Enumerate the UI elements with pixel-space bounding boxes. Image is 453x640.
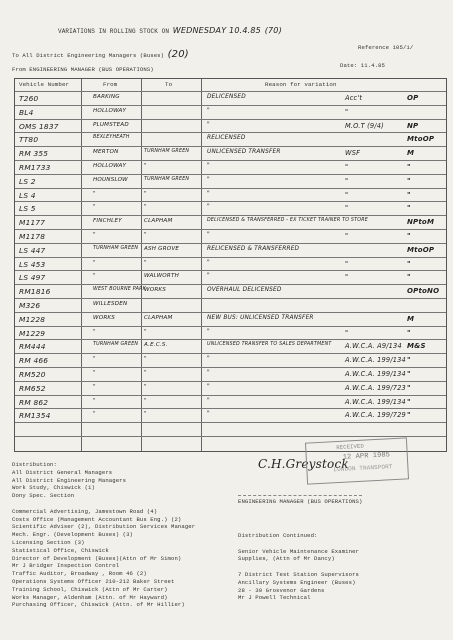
category-code: " <box>407 232 411 240</box>
document-date: Date: 11.4.85 <box>340 62 385 69</box>
distribution-continued-lines <box>238 540 359 602</box>
vehicle-number: OMS 1837 <box>19 121 59 131</box>
variation-reason: RELICENSED <box>207 135 246 142</box>
distribution-item: Commercial Advertising, Jamestown Road (4) <box>12 507 158 515</box>
distribution-item: Supplies, (Attn of Mr Dancy) <box>238 555 335 563</box>
variation-reason: UNLICENSED TRANSFER TO SALES DEPARTMENT <box>207 342 332 348</box>
variation-code: " <box>345 190 349 199</box>
from-depot: " <box>93 356 96 363</box>
distribution-item: Statistical Office, Chiswick <box>12 546 109 554</box>
variation-reason: UNLICENSED TRANSFER <box>207 149 281 156</box>
variation-code: Acc't <box>345 94 363 102</box>
vehicle-number: M1178 <box>19 232 46 241</box>
from-depot: MERTON <box>93 149 119 156</box>
to-depot: " <box>144 370 147 376</box>
from-depot: " <box>93 190 96 197</box>
variation-code: A.W.C.A. 199/134 <box>345 370 406 378</box>
category-code: " <box>407 328 411 337</box>
distribution-item: Senior Vehicle Maintenance Examiner <box>238 547 359 555</box>
distribution-item: All District Engineering Managers <box>12 476 127 484</box>
category-code: OP <box>407 94 419 102</box>
variation-code: " <box>345 328 349 337</box>
to-depot: TURNHAM GREEN <box>144 176 190 182</box>
to-depot: " <box>144 356 147 363</box>
from-depot: WORKS <box>93 314 116 321</box>
to-depot: WORKS <box>144 287 167 294</box>
vehicle-number: RM520 <box>19 370 46 379</box>
vehicle-number: RM444 <box>19 342 46 352</box>
variation-reason: " <box>207 204 210 211</box>
category-code: NP <box>407 121 419 130</box>
variation-code: " <box>345 273 349 282</box>
distribution-item: Mech. Engr. (Development Buses) (3) <box>12 531 133 539</box>
category-code: " <box>407 259 411 268</box>
from-depot: " <box>93 259 96 266</box>
category-code: " <box>407 411 411 420</box>
vehicle-number: LS 5 <box>19 204 36 214</box>
variation-reason: " <box>207 383 210 390</box>
to-depot: " <box>144 397 147 404</box>
from-depot: WEST BOURNE PARK <box>93 287 146 293</box>
distribution-item: Scientific Adviser (2), Distribution Services Manager <box>12 523 196 531</box>
header-from: From <box>103 81 118 88</box>
variation-reason: DELICENSED <box>207 94 246 100</box>
variation-reason: " <box>207 273 210 280</box>
to-depot: CLAPHAM <box>144 218 173 225</box>
variation-reason: " <box>207 163 210 169</box>
distribution-item: 7 District Test Station Supervisors <box>238 570 359 578</box>
header-to: To <box>165 81 173 88</box>
variation-code: " <box>345 259 349 268</box>
category-code: " <box>407 163 411 171</box>
to-depot: CLAPHAM <box>144 314 173 321</box>
header-vehicle: Vehicle Number <box>19 81 70 88</box>
variation-code: A.W.C.A. 199/729 <box>345 411 406 420</box>
from-depot: " <box>93 273 96 280</box>
variation-reason: " <box>207 259 210 266</box>
from-depot: PLUMSTEAD <box>93 121 129 128</box>
from-depot: " <box>93 328 96 335</box>
from-depot: HOUNSLOW <box>93 176 128 183</box>
variation-reason: " <box>207 176 210 183</box>
from-depot: TURNHAM GREEN <box>93 342 139 348</box>
variation-code: A.W.C.A. 199/723 <box>345 383 406 392</box>
from-depot: TURNHAM GREEN <box>93 245 139 251</box>
variations-table <box>14 78 447 452</box>
variation-code: A.W.C.A. 199/134 <box>345 356 406 365</box>
distribution-item: Purchasing Officer, Chiswick (Attn. of Mr Hillier) <box>12 601 185 609</box>
distribution-item: Ancillary Systems Engineer (Buses) <box>238 578 356 586</box>
vehicle-number: RM 466 <box>19 356 49 366</box>
stamp-org: LONDON TRANSPORT <box>333 463 393 474</box>
distribution-item: Licensing Section (3) <box>12 538 85 546</box>
distribution-item: Dony Spec. Section <box>12 492 75 500</box>
variation-code: " <box>345 163 349 171</box>
to-depot: " <box>144 163 147 169</box>
distribution-item <box>238 540 359 548</box>
variation-reason: OVERHAUL DELICENSED <box>207 287 282 294</box>
distribution-item: Work Study, Chiswick (1) <box>12 484 95 492</box>
category-code: M <box>407 314 415 323</box>
to-depot: " <box>144 232 147 238</box>
category-code: " <box>407 176 411 185</box>
header-reason: Reason for variation <box>265 81 337 88</box>
variation-code: M.O.T (9/4) <box>345 121 384 130</box>
distribution-item: Traffic Auditor, Broadway , Room 46 (2) <box>12 570 147 578</box>
sender: From ENGINEERING MANAGER (BUS OPERATIONS) <box>12 66 154 73</box>
variation-reason: " <box>207 370 210 376</box>
from-depot: BEXLEYHEATH <box>93 135 130 141</box>
from-depot: HOLLOWAY <box>93 107 127 114</box>
distribution-item: Costs Office (Management Accountant Bus Eng.) (2) <box>12 515 182 523</box>
category-code: " <box>407 370 411 378</box>
variation-reason: " <box>207 356 210 363</box>
signature: C.H.Greystock <box>258 457 349 471</box>
distribution-item: All District General Managers <box>12 468 113 476</box>
distribution-item: Operations Systems Officer 210-212 Baker Street <box>12 577 175 585</box>
from-depot: HOLLOWAY <box>93 163 127 169</box>
to-depot: " <box>144 259 147 266</box>
distribution-item: 28 - 30 Grosvenor Gardens <box>238 586 325 594</box>
category-code: OPtoNO <box>407 287 440 296</box>
vehicle-number: BL4 <box>19 107 34 117</box>
category-code: " <box>407 397 411 406</box>
vehicle-number: LS 4 <box>19 190 36 200</box>
category-code: MtoOP <box>407 245 435 254</box>
variation-reason: " <box>207 328 210 335</box>
category-code: MtoOP <box>407 135 435 144</box>
reference: Reference 105/1/ <box>358 44 414 51</box>
variation-reason: " <box>207 190 210 197</box>
variation-code: " <box>345 107 349 116</box>
category-code: NPtoM <box>407 218 435 227</box>
addressee <box>12 49 189 60</box>
title-number: (70) <box>264 26 282 35</box>
category-code: " <box>407 356 411 365</box>
distribution-item <box>12 500 195 508</box>
from-depot: " <box>93 370 96 376</box>
category-code: " <box>407 204 411 213</box>
variation-code: WSF <box>345 149 361 158</box>
variation-code: " <box>345 176 349 185</box>
from-depot: BARKING <box>93 94 120 100</box>
vehicle-number: M1229 <box>19 328 46 338</box>
from-depot: " <box>93 383 96 390</box>
from-depot: FINCHLEY <box>93 218 122 225</box>
vehicle-number: RM652 <box>19 383 46 393</box>
vehicle-number: LS 497 <box>19 273 46 283</box>
distribution-item: Training School, Chiswick (Attn of Mr Carter) <box>12 585 168 593</box>
from-depot: " <box>93 411 96 418</box>
distribution-item: Works Manager, Aldenham (Attn. of Mr Hayward) <box>12 593 168 601</box>
vehicle-number: RM1816 <box>19 287 51 297</box>
vehicle-number: RM1733 <box>19 163 51 172</box>
stamp-date: 12 APR 1985 <box>342 451 391 462</box>
title-prefix: VARIATIONS IN ROLLING STOCK ON <box>58 28 170 35</box>
vehicle-number: RM 355 <box>19 149 49 159</box>
variation-reason: " <box>207 397 210 404</box>
variation-reason: " <box>207 121 210 128</box>
to-depot: A.E.C.S. <box>144 342 168 349</box>
to-depot: " <box>144 190 147 197</box>
vehicle-number: RM 862 <box>19 397 49 407</box>
variation-reason: DELICENSED & TRANSFERRED - EX TICKET TRAINER TO STORE <box>207 218 369 224</box>
from-depot: " <box>93 232 96 238</box>
distribution-item: Director of Development (Buses)(Attn of Mr Simon) <box>12 554 182 562</box>
distribution-continued-heading: Distribution Continued: <box>238 532 318 539</box>
vehicle-number: T260 <box>19 94 39 103</box>
title-date: WEDNESDAY 10.4.85 <box>172 26 261 35</box>
distribution-continued <box>238 532 359 602</box>
vehicle-number: M1177 <box>19 218 46 228</box>
distribution-heading: Distribution: <box>12 461 57 468</box>
to-depot: TURNHAM GREEN <box>144 149 190 155</box>
to-depot: " <box>144 411 147 418</box>
variation-reason: " <box>207 107 210 114</box>
variation-code: " <box>345 204 349 213</box>
vehicle-number: RM1354 <box>19 411 51 421</box>
from-depot: " <box>93 397 96 404</box>
signatory-title: ENGINEERING MANAGER (BUS OPERATIONS) <box>238 495 362 505</box>
vehicle-number: TT80 <box>19 135 39 145</box>
to-depot: WALWORTH <box>144 273 180 280</box>
from-depot: WILLESDEN <box>93 301 128 307</box>
document-title <box>58 26 282 35</box>
addressee-count: (20) <box>167 49 189 60</box>
variation-code: " <box>345 232 349 240</box>
category-code: " <box>407 190 411 199</box>
vehicle-number: LS 447 <box>19 245 46 255</box>
to-depot: ASH GROVE <box>144 245 180 252</box>
from-depot: " <box>93 204 96 211</box>
distribution-item <box>238 563 359 571</box>
vehicle-number: LS 453 <box>19 259 46 269</box>
distribution-list <box>12 461 195 609</box>
variation-reason: " <box>207 411 210 418</box>
distribution-item: Mr J Powell Technical <box>238 594 311 602</box>
category-code: " <box>407 273 411 282</box>
category-code: M <box>407 149 415 158</box>
distribution-item: Mr J Bridger Inspection Control <box>12 562 120 570</box>
received-stamp <box>305 437 409 484</box>
variation-reason: NEW BUS: UNLICENSED TRANSFER <box>207 314 314 321</box>
vehicle-number: LS 2 <box>19 176 36 186</box>
variation-code: A.W.C.A. A9/134 <box>345 342 402 351</box>
vehicle-number: M1228 <box>19 314 46 324</box>
to-depot: " <box>144 204 147 211</box>
vehicle-number: M326 <box>19 301 41 310</box>
variation-reason: " <box>207 232 210 238</box>
stamp-label: RECEIVED <box>336 442 365 452</box>
to-depot: " <box>144 328 147 335</box>
category-code: M&S <box>407 342 426 351</box>
distribution-lines <box>12 469 195 609</box>
addressee-text: To All District Engineering Managers (Buses) <box>12 52 165 59</box>
to-depot: " <box>144 383 147 390</box>
category-code: " <box>407 383 411 392</box>
variation-code: A.W.C.A. 199/134 <box>345 397 406 406</box>
variation-reason: RELICENSED & TRANSFERRED <box>207 245 300 252</box>
